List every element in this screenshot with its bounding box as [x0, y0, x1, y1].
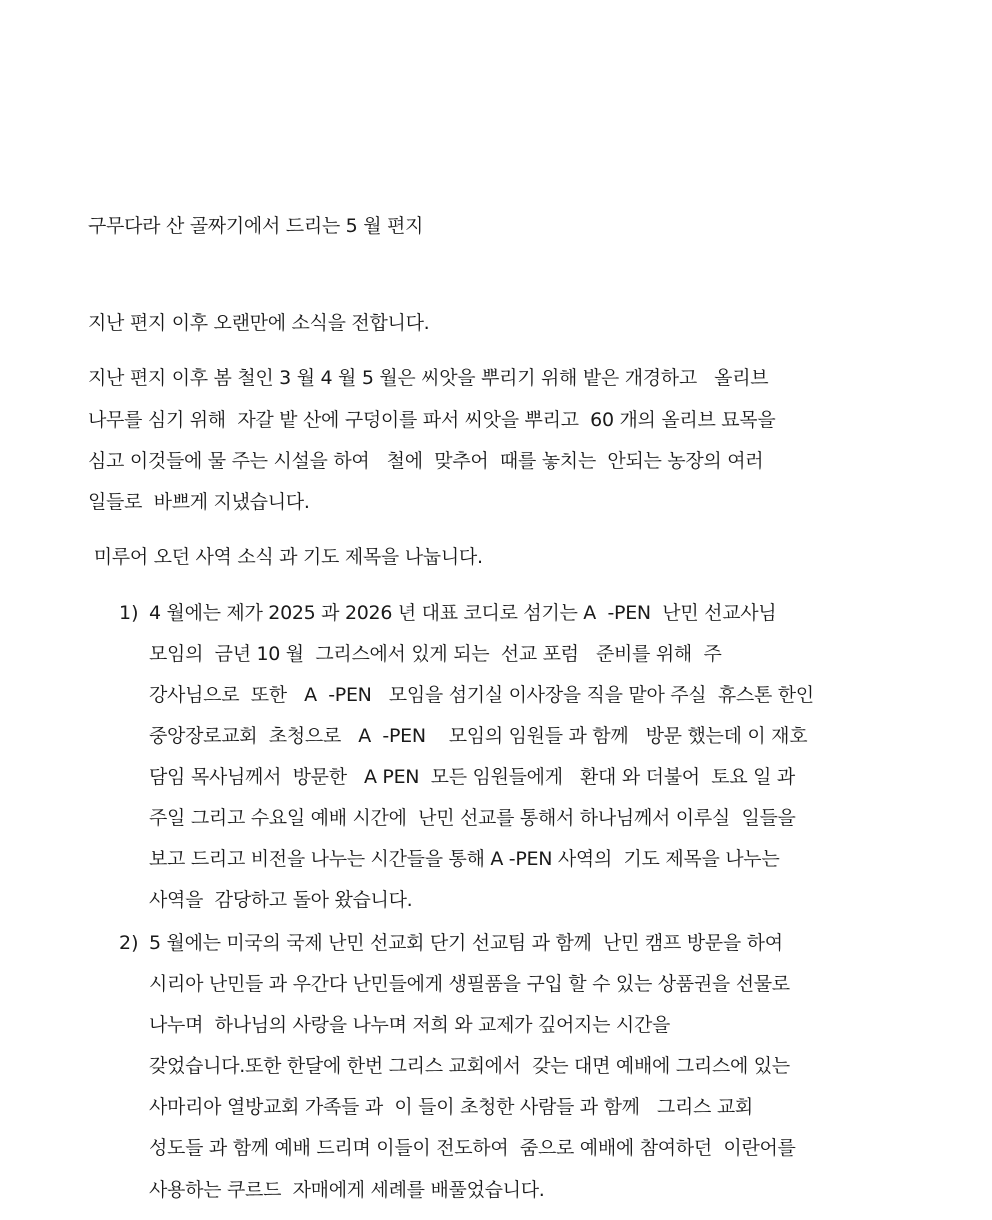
list-item-line: 중앙장로교회 초청으로 A -PEN 모임의 임원들 과 함께 방문 했는데 이 재호 — [149, 725, 808, 747]
intro-line: 심고 이것들에 물 주는 시설을 하여 철에 맞추어 때를 놓치는 안되는 농장의 여러 — [88, 450, 764, 472]
list-item-line: 5 월에는 미국의 국제 난민 선교회 단기 선교팀 과 함께 난민 캠프 방문을 하여 — [149, 932, 783, 954]
letter-title: 구무다라 산 골짜기에서 드리는 5 월 편지 — [88, 215, 424, 237]
intro-line: 일들로 바쁘게 지냈습니다. — [88, 491, 310, 513]
list-item-line: 보고 드리고 비전을 나누는 시간들을 통해 A -PEN 사역의 기도 제목을 나누는 — [149, 848, 780, 870]
list-item-line: 갖었습니다.또한 한달에 한번 그리스 교회에서 갖는 대면 예배에 그리스에 있는 — [149, 1055, 790, 1077]
sharing-paragraph: 미루어 오던 사역 소식 과 기도 제목을 나눕니다. — [88, 546, 483, 568]
list-item-number: 1) — [119, 602, 139, 624]
list-item-line: 4 월에는 제가 2025 과 2026 년 대표 코디로 섬기는 A -PEN 난민 선교사님 — [149, 602, 777, 624]
list-item-line: 나누며 하나님의 사랑을 나누며 저희 와 교제가 깊어지는 시간을 — [149, 1014, 671, 1036]
intro-line: 지난 편지 이후 봄 철인 3 월 4 월 5 월은 씨앗을 뿌리기 위해 밭은 개경하고 올리브 — [88, 367, 769, 389]
list-item-line: 모임의 금년 10 월 그리스에서 있게 되는 선교 포럼 준비를 위해 주 — [149, 643, 722, 665]
list-item-line: 담임 목사님께서 방문한 A PEN 모든 임원들에게 환대 와 더불어 토요 일 과 — [149, 766, 795, 788]
list-item-number: 2) — [119, 932, 139, 954]
list-item-line: 사용하는 쿠르드 자매에게 세례를 배풀었습니다. — [149, 1179, 545, 1201]
list-item-line: 성도들 과 함께 예배 드리며 이들이 전도하여 줌으로 예배에 참여하던 이란어를 — [149, 1137, 796, 1159]
list-item-line: 사마리아 열방교회 가족들 과 이 들이 초청한 사람들 과 함께 그리스 교회 — [149, 1096, 753, 1118]
list-item-line: 주일 그리고 수요일 예배 시간에 난민 선교를 통해서 하나님께서 이루실 일들을 — [149, 807, 796, 829]
greeting-paragraph: 지난 편지 이후 오랜만에 소식을 전합니다. — [88, 312, 430, 334]
intro-line: 나무를 심기 위해 자갈 밭 산에 구덩이를 파서 씨앗을 뿌리고 60 개의 올리브 묘목을 — [88, 409, 776, 431]
list-item-line: 강사님으로 또한 A -PEN 모임을 섬기실 이사장을 직을 맡아 주실 휴스톤 한인 — [149, 684, 814, 706]
list-item-line: 시리아 난민들 과 우간다 난민들에게 생필품을 구입 할 수 있는 상품권을 선물로 — [149, 973, 790, 995]
list-item-line: 사역을 감당하고 돌아 왔습니다. — [149, 889, 413, 911]
